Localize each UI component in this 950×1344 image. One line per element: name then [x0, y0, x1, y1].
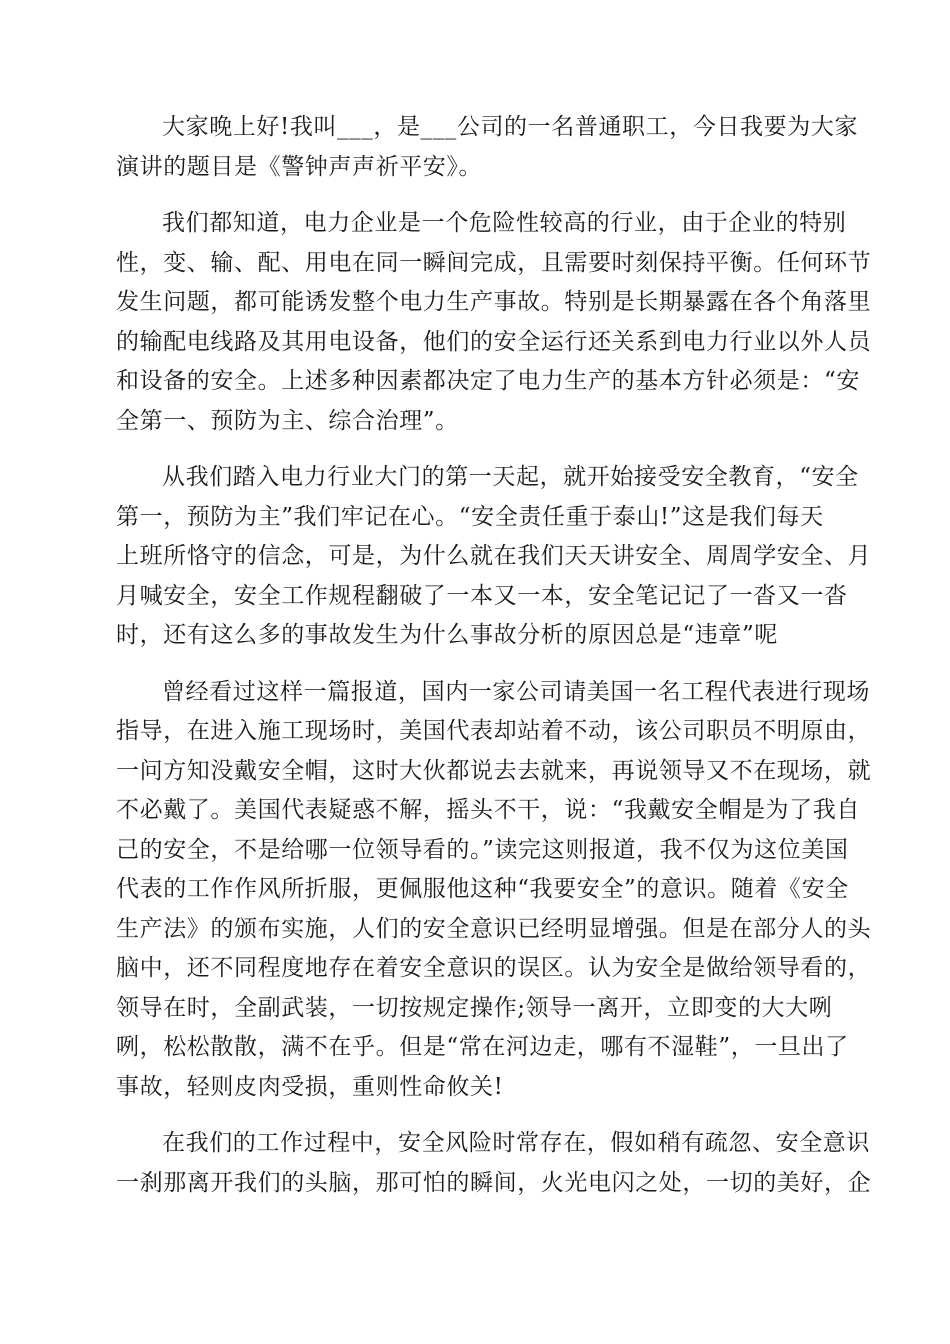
text-line: 时，还有这么多的事故发生为什么事故分析的原因总是“违章”呢 [116, 622, 778, 648]
text-line: 我们都知道，电力企业是一个危险性较高的行业，由于企业的特别 [162, 210, 847, 236]
paragraph-safety-helmet-story [116, 673, 872, 1108]
text-line: 指导，在进入施工现场时，美国代表却站着不动，该公司职员不明原由， [116, 718, 872, 744]
text-line: 发生问题，都可能诱发整个电力生产事故。特别是长期暴露在各个角落里 [116, 289, 872, 315]
speech-body [116, 108, 872, 1220]
text-line: 代表的工作作风所折服，更佩服他这种“我要安全”的意识。随着《安全 [116, 876, 849, 902]
text-line: 曾经看过这样一篇报道，国内一家公司请美国一名工程代表进行现场 [162, 678, 870, 705]
text-line: 在我们的工作过程中，安全风险时常存在，假如稍有疏忽、安全意识 [162, 1130, 870, 1156]
paragraph-greeting [116, 108, 859, 187]
text-line: 事故，轻则皮肉受损，重则性命攸关! [116, 1073, 504, 1100]
text-line: 一问方知没戴安全帽，这时大伙都说去去就来，再说领导又不在现场，就 [116, 757, 872, 784]
text-line: 第一，预防为主”我们牢记在心。“安全责任重于泰山!”这是我们每天 [116, 503, 824, 530]
text-line: 上班所恪守的信念，可是，为什么就在我们天天讲安全、周周学安全、月 [116, 543, 872, 569]
text-line: 性，变、输、配、用电在同一瞬间完成，且需要时刻保持平衡。任何环节 [116, 249, 872, 276]
text-line: 从我们踏入电力行业大门的第一天起，就开始接受安全教育，“安全 [162, 464, 859, 490]
text-line: 月喊安全，安全工作规程翻破了一本又一本，安全笔记记了一沓又一沓 [116, 582, 848, 609]
text-line: 己的安全，不是给哪一位领导看的。”读完这则报道，我不仅为这位美国 [116, 836, 849, 863]
text-line: 领导在时，全副武装，一切按规定操作;领导一离开，立即变的大大咧 [116, 994, 833, 1021]
text-line: 脑中，还不同程度地存在着安全意识的误区。认为安全是做给领导看的， [116, 955, 872, 981]
paragraph-safety-education [116, 458, 872, 656]
text-line: 演讲的题目是《警钟声声祈平安》。 [116, 153, 483, 180]
text-line: 生产法》的颁布实施，人们的安全意识已经明显增强。但是在部分人的头 [116, 915, 872, 942]
text-line: 不必戴了。美国代表疑惑不解，摇头不干，说：“我戴安全帽是为了我自 [116, 797, 860, 823]
text-line: 一刹那离开我们的头脑，那可怕的瞬间，火光电闪之处，一切的美好，企 [116, 1169, 872, 1196]
paragraph-work-risk [116, 1124, 872, 1203]
text-line: 大家晚上好!我叫___，是___公司的一名普通职工，今日我要为大家 [162, 114, 859, 140]
text-line: 全第一、预防为主、综合治理”。 [116, 407, 459, 434]
text-line: 的输配电线路及其用电设备，他们的安全运行还关系到电力行业以外人员 [116, 328, 872, 355]
text-line: 咧，松松散散，满不在乎。但是“常在河边走，哪有不湿鞋”，一旦出了 [116, 1034, 849, 1060]
paragraph-industry-risk [116, 204, 872, 441]
text-line: 和设备的安全。上述多种因素都决定了电力生产的基本方针必须是：“安 [116, 368, 860, 394]
